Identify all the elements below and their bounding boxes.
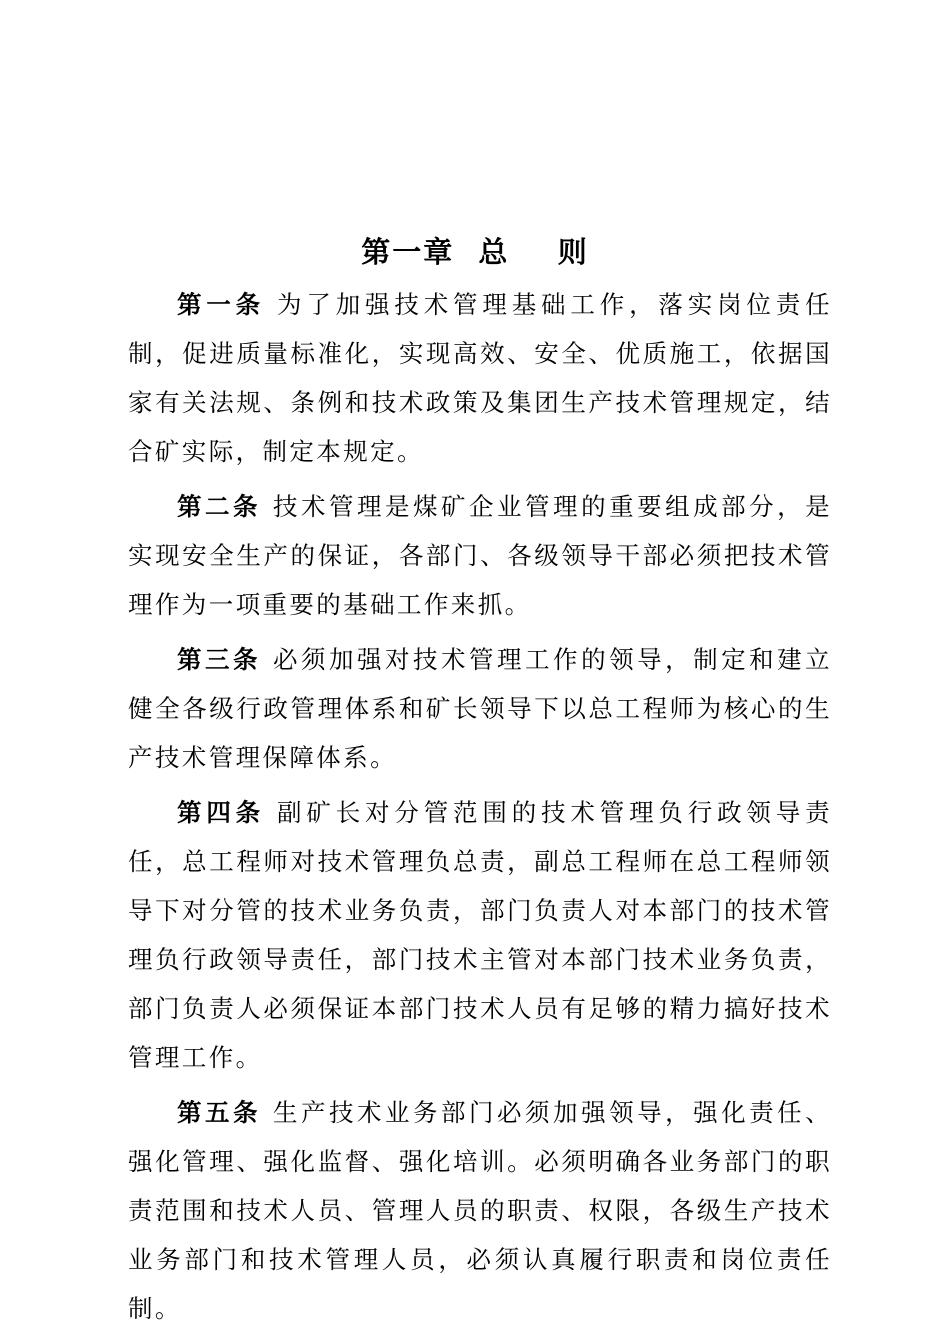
article-text: 生产技术业务部门必须加强领导，强化责任、强化管理、强化监督、强化培训。必须明确各业务部门的职责范围和技术人员、管理人员的职责、权限，各级生产技术业务部门和技术管理人员，必须认真履行职责和岗位责任制。 — [128, 1098, 832, 1323]
article-number: 第二条 — [177, 492, 262, 521]
article-text: 技术管理是煤矿企业管理的重要组成部分，是实现安全生产的保证，各部门、各级领导干部必须把技术管理作为一项重要的基础工作来抓。 — [128, 492, 832, 619]
article-4 — [128, 788, 832, 1082]
chapter-title: 第一章 总 则 — [361, 235, 589, 269]
article-text: 必须加强对技术管理工作的领导，制定和建立健全各级行政管理体系和矿长领导下以总工程师为核心的生产技术管理保障体系。 — [128, 645, 832, 772]
article-5 — [128, 1088, 832, 1333]
article-text: 副矿长对分管范围的技术管理负行政领导责任，总工程师对技术管理负总责，副总工程师在总工程师领导下对分管的技术业务负责，部门负责人对本部门的技术管理负行政领导责任，部门技术主管对本部门技术业务负责，部门负责人必须保证本部门技术人员有足够的精力搞好技术管理工作。 — [128, 798, 832, 1072]
article-3 — [128, 635, 832, 782]
article-number: 第四条 — [177, 798, 266, 827]
chapter-body — [128, 280, 832, 1339]
article-number: 第三条 — [177, 645, 262, 674]
article-1 — [128, 280, 832, 476]
article-2 — [128, 482, 832, 629]
article-text: 为了加强技术管理基础工作，落实岗位责任制，促进质量标准化，实现高效、安全、优质施工，依据国家有关法规、条例和技术政策及集团生产技术管理规定，结合矿实际，制定本规定。 — [128, 290, 832, 466]
article-number: 第一条 — [177, 290, 266, 319]
article-number: 第五条 — [177, 1098, 262, 1127]
